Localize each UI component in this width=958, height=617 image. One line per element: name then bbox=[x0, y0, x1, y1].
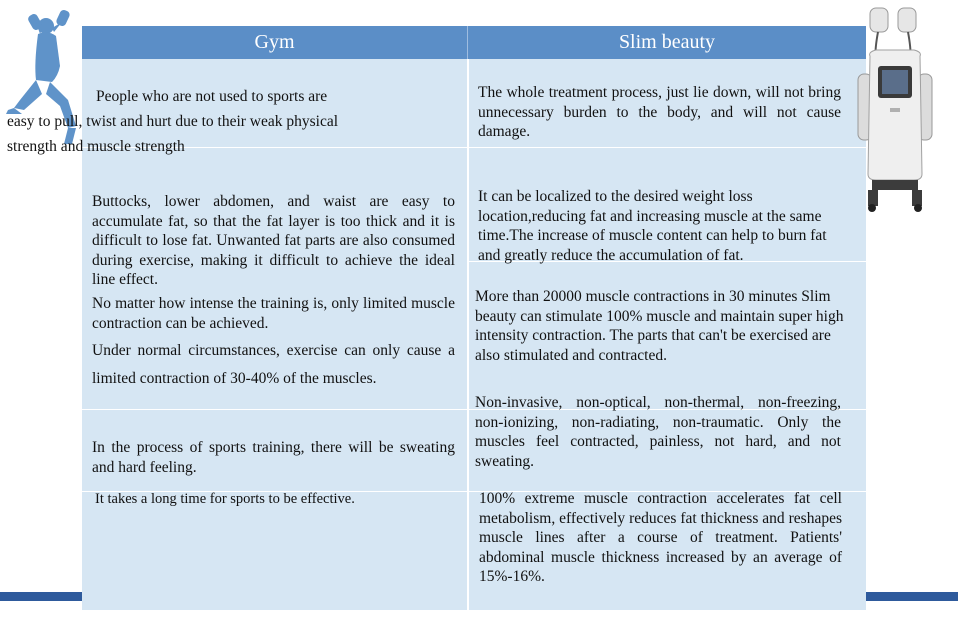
gym-cell-2: Buttocks, lower abdomen, and waist are easy to accumulate fat, so that the fat layer is too thick and it is difficult to lose fat. Unwanted fat parts are also consumed during exercise, making it difficult to achieve the ideal line effect. bbox=[92, 193, 455, 288]
row-divider bbox=[469, 147, 866, 148]
gym-cell-3: No matter how intense the training is, only limited muscle contraction can be achieved. bbox=[92, 295, 455, 332]
row-divider bbox=[82, 409, 467, 410]
slim-cell-2: It can be localized to the desired weight loss location,reducing fat and increasing muscle at the same time.The increase of muscle content can help to burn fat and greatly reduce the accumulation of fat. bbox=[478, 188, 827, 264]
slim-cell-4: Non-invasive, non-optical, non-thermal, non-freezing, non-ionizing, non-radiating, non-traumatic. Only the muscles feel contracted, painless, not hard, and not sweating. bbox=[475, 394, 841, 470]
gym-cell-5: In the process of sports training, there will be sweating and hard feeling. bbox=[92, 439, 455, 476]
slim-cell-3: More than 20000 muscle contractions in 30 minutes Slim beauty can stimulate 100% muscle and maintain super high intensity contraction. The parts that can't be exercised are also stimulated and contracted. bbox=[475, 288, 844, 364]
header-slim-beauty: Slim beauty bbox=[618, 31, 716, 53]
column-divider bbox=[467, 59, 469, 610]
header-gym: Gym bbox=[254, 31, 295, 53]
gym-cell-6: It takes a long time for sports to be effective. bbox=[95, 491, 355, 507]
gym-cell-4: Under normal circumstances, exercise can only cause a limited contraction of 30-40% of the muscles. bbox=[92, 342, 455, 387]
gym-cell-1-line-3: strength and muscle strength bbox=[7, 138, 185, 155]
fitness-woman-image bbox=[6, 4, 81, 154]
slim-cell-1: The whole treatment process, just lie down, will not bring unnecessary burden to the body, and will not cause damage. bbox=[478, 84, 841, 140]
slim-beauty-machine-image bbox=[850, 4, 940, 214]
slim-cell-5: 100% extreme muscle contraction accelerates fat cell metabolism, effectively reduces fat thickness and reshapes muscle lines after a course of treatment. Patients' abdominal muscle thickness increased by an average of 15%-16%. bbox=[479, 490, 842, 585]
gym-cell-1-line-1: People who are not used to sports are bbox=[96, 88, 328, 105]
table-header bbox=[82, 26, 866, 59]
gym-cell-1-line-2: easy to pull, twist and hurt due to their weak physical bbox=[7, 113, 339, 130]
